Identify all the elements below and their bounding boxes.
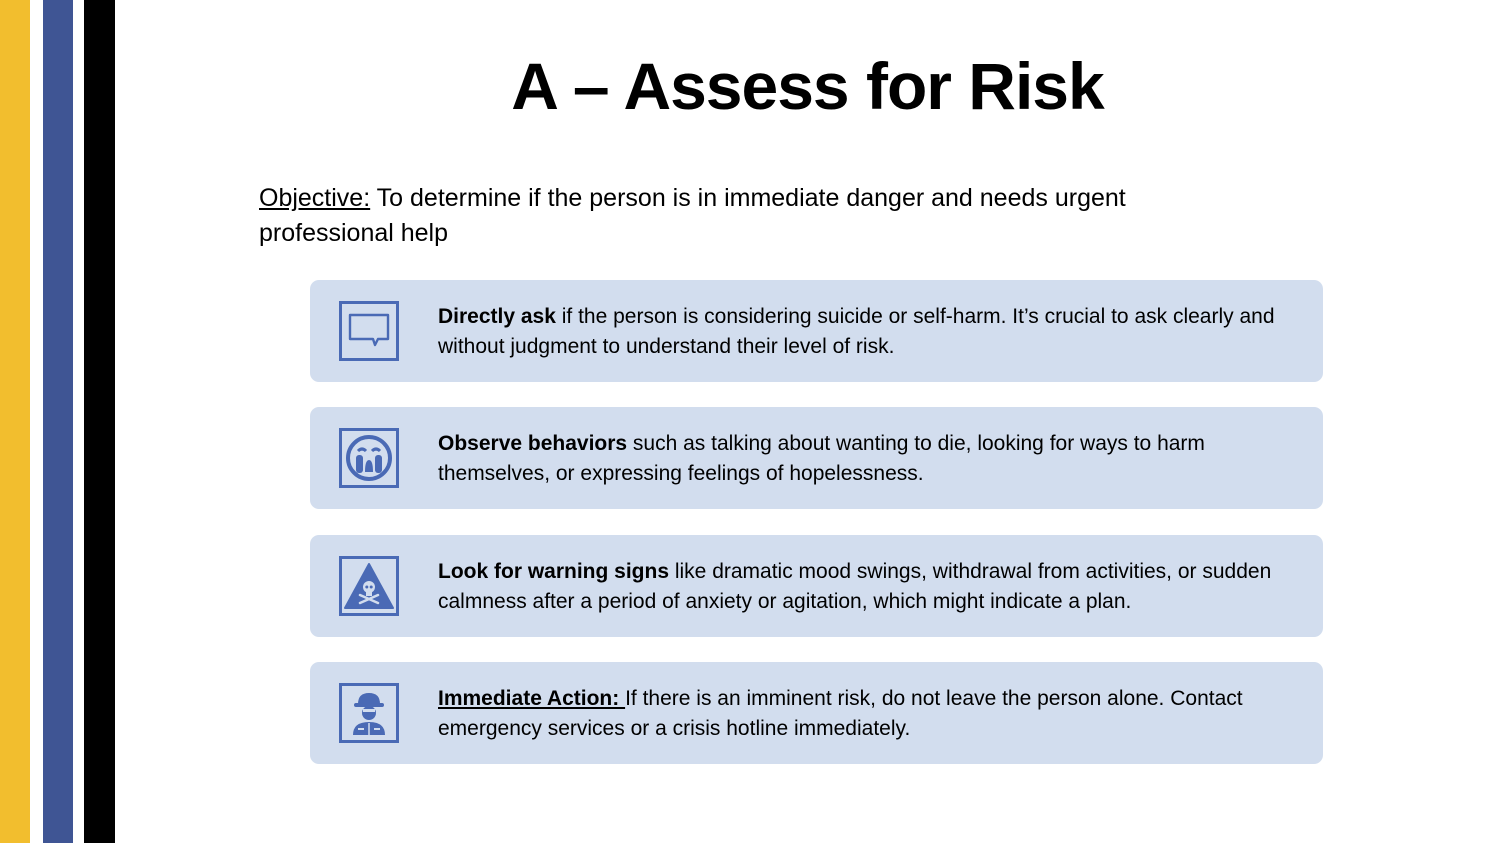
risk-item-card — [310, 407, 1323, 509]
objective-paragraph — [259, 181, 1139, 251]
speech-bubble-icon — [339, 301, 399, 361]
risk-item-text — [438, 684, 1318, 744]
risk-item-card — [310, 280, 1323, 382]
risk-item-lead: Observe behaviors — [438, 432, 628, 455]
risk-item-description: If there is an imminent risk, do not leave the person alone. Contact emergency services or a crisis hotline immediately. — [438, 687, 1243, 740]
firefighter-icon — [339, 683, 399, 743]
decorative-stripe-yellow — [0, 0, 30, 843]
risk-item-description: if the person is considering suicide or self-harm. It’s crucial to ask clearly and without judgment to understand their level of risk. — [438, 305, 1275, 358]
risk-item-text — [438, 557, 1318, 617]
risk-item-lead: Look for warning signs — [438, 560, 670, 583]
objective-label: Objective: — [259, 184, 371, 212]
risk-item-description: like dramatic mood swings, withdrawal from activities, or sudden calmness after a period of anxiety or agitation, which might indicate a plan. — [438, 560, 1272, 613]
risk-item-description: such as talking about wanting to die, looking for ways to harm themselves, or expressing feelings of hopelessness. — [438, 432, 1205, 485]
slide-title: A – Assess for Risk — [511, 49, 1104, 123]
objective-text: To determine if the person is in immediate danger and needs urgent professional help — [259, 184, 1126, 247]
risk-item-card — [310, 535, 1323, 637]
crying-face-icon — [339, 428, 399, 488]
warning-skull-icon — [339, 556, 399, 616]
risk-item-lead: Directly ask — [438, 305, 556, 328]
decorative-stripe-blue — [43, 0, 73, 843]
risk-item-text — [438, 429, 1318, 489]
risk-item-lead: Immediate Action: — [438, 687, 626, 710]
risk-item-card — [310, 662, 1323, 764]
risk-item-text — [438, 302, 1318, 362]
decorative-stripe-black — [84, 0, 115, 843]
